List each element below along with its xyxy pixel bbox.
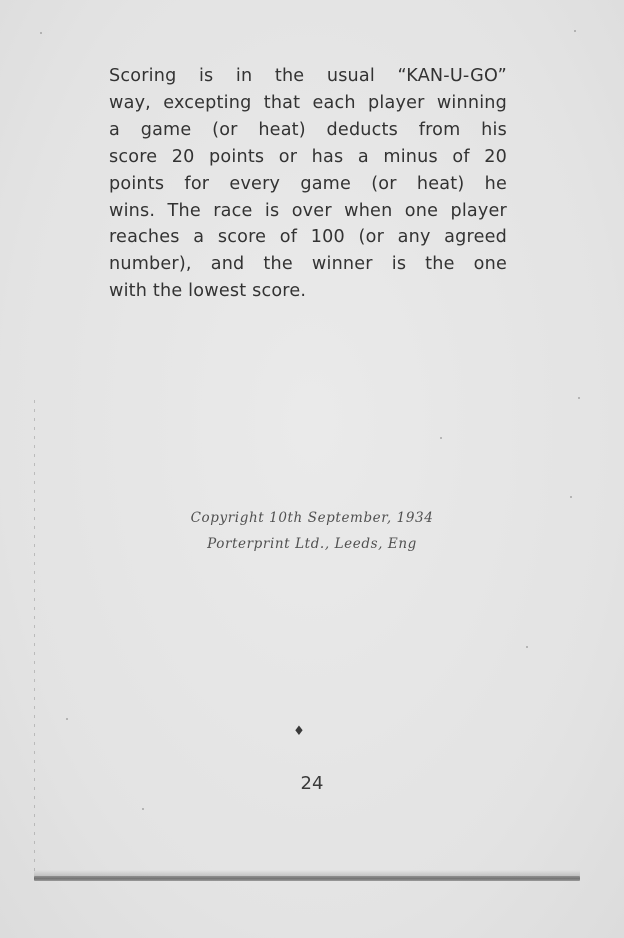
paragraph-line: wins. The race is over when one player [109, 200, 507, 221]
page-edge-shadow [34, 400, 35, 880]
paragraph-line: way, excepting that each player winning [109, 92, 507, 113]
paper-speck [440, 437, 442, 439]
paper-speck [40, 32, 42, 34]
paper-speck [574, 30, 576, 32]
paragraph-line: reaches a score of 100 (or any agreed [109, 227, 507, 248]
copyright-notice: Copyright 10th September, 1934 [190, 510, 434, 526]
paragraph-line: points for every game (or heat) he [109, 173, 507, 194]
paragraph-line: Scoring is in the usual “KAN-U-GO” [109, 66, 507, 86]
paper-speck [578, 397, 580, 399]
paragraph-line: number), and the winner is the one [109, 254, 507, 275]
page-number: 24 [300, 773, 324, 794]
paper-speck [66, 718, 68, 720]
paper-speck [526, 646, 528, 648]
rules-paragraph [109, 63, 507, 305]
paper-speck [142, 808, 144, 810]
paragraph-line: score 20 points or has a minus of 20 [109, 146, 507, 167]
page-bottom-rule [34, 876, 580, 881]
ornament-icon: ♦ [293, 724, 305, 739]
paper-speck [570, 496, 572, 498]
paragraph-line: with the lowest score. [109, 281, 307, 302]
paragraph-line: a game (or heat) deducts from his [109, 119, 507, 140]
printer-imprint: Porterprint Ltd., Leeds, Eng [207, 536, 417, 552]
